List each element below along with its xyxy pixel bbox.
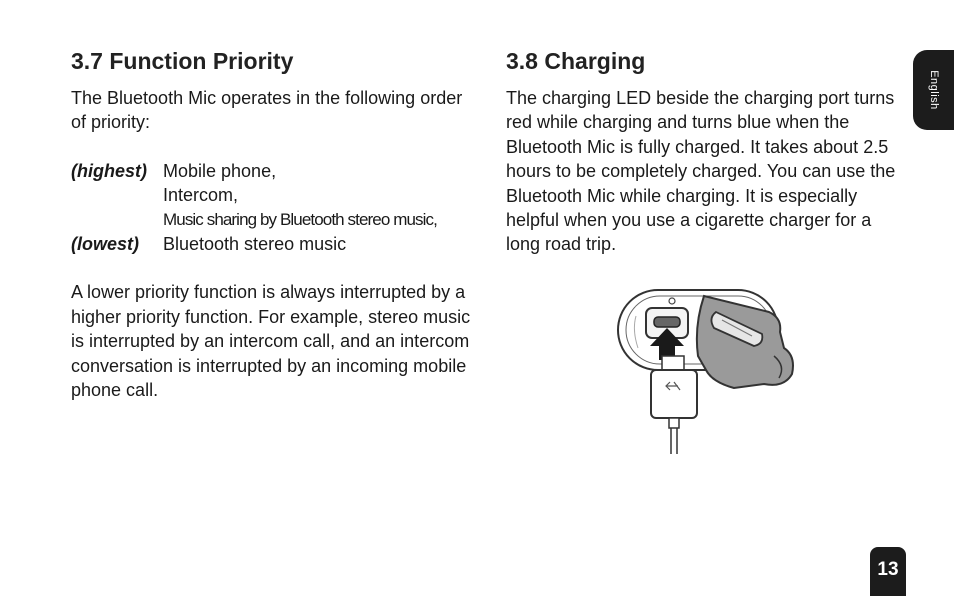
section-charging: [506, 44, 901, 257]
section-function-priority: [71, 44, 476, 402]
usb-cable-icon: [651, 356, 697, 454]
section-heading-charging: 3.8 Charging: [506, 48, 646, 74]
charging-body-text: The charging LED beside the charging port turns red while charging and turns blue when the Bluetooth Mic is fully charged. It takes about 2.5 hours to be completely charged. You can use the Bluetooth Mic while charging. It is especially helpful when you use a cigarette charger for a long road trip.: [506, 88, 896, 255]
priority-label-lowest: (lowest): [71, 234, 140, 255]
priority-row-4: [71, 232, 476, 256]
section-heading-function-priority: 3.7 Function Priority: [71, 48, 294, 74]
priority-row-2: [71, 183, 476, 207]
priority-value-intercom: Intercom,: [163, 185, 239, 206]
page-number: 13: [870, 547, 906, 596]
priority-value-music-sharing: Music sharing by Bluetooth stereo music,: [163, 209, 437, 229]
priority-value-mobile-phone: Mobile phone,: [163, 160, 277, 181]
priority-label-empty: [71, 183, 163, 207]
priority-row-3: [71, 208, 476, 232]
priority-label-empty: [71, 208, 163, 232]
priority-value-stereo-music: Bluetooth stereo music: [163, 234, 347, 255]
priority-intro-text: The Bluetooth Mic operates in the following order of priority:: [71, 88, 463, 133]
port-cover-cap-icon: [697, 296, 793, 388]
language-tab: [913, 50, 954, 130]
priority-explanation-text: A lower priority function is always interrupted by a higher priority function. For example, stereo music is interrupted by an intercom call, and an intercom conversation is interrupted by an incoming mobile phone call.: [71, 282, 471, 401]
priority-list: [71, 159, 476, 257]
priority-row-1: [71, 159, 476, 183]
priority-label-highest: (highest): [71, 160, 147, 181]
language-tab-label: English: [927, 70, 940, 110]
charging-illustration: [614, 286, 799, 458]
